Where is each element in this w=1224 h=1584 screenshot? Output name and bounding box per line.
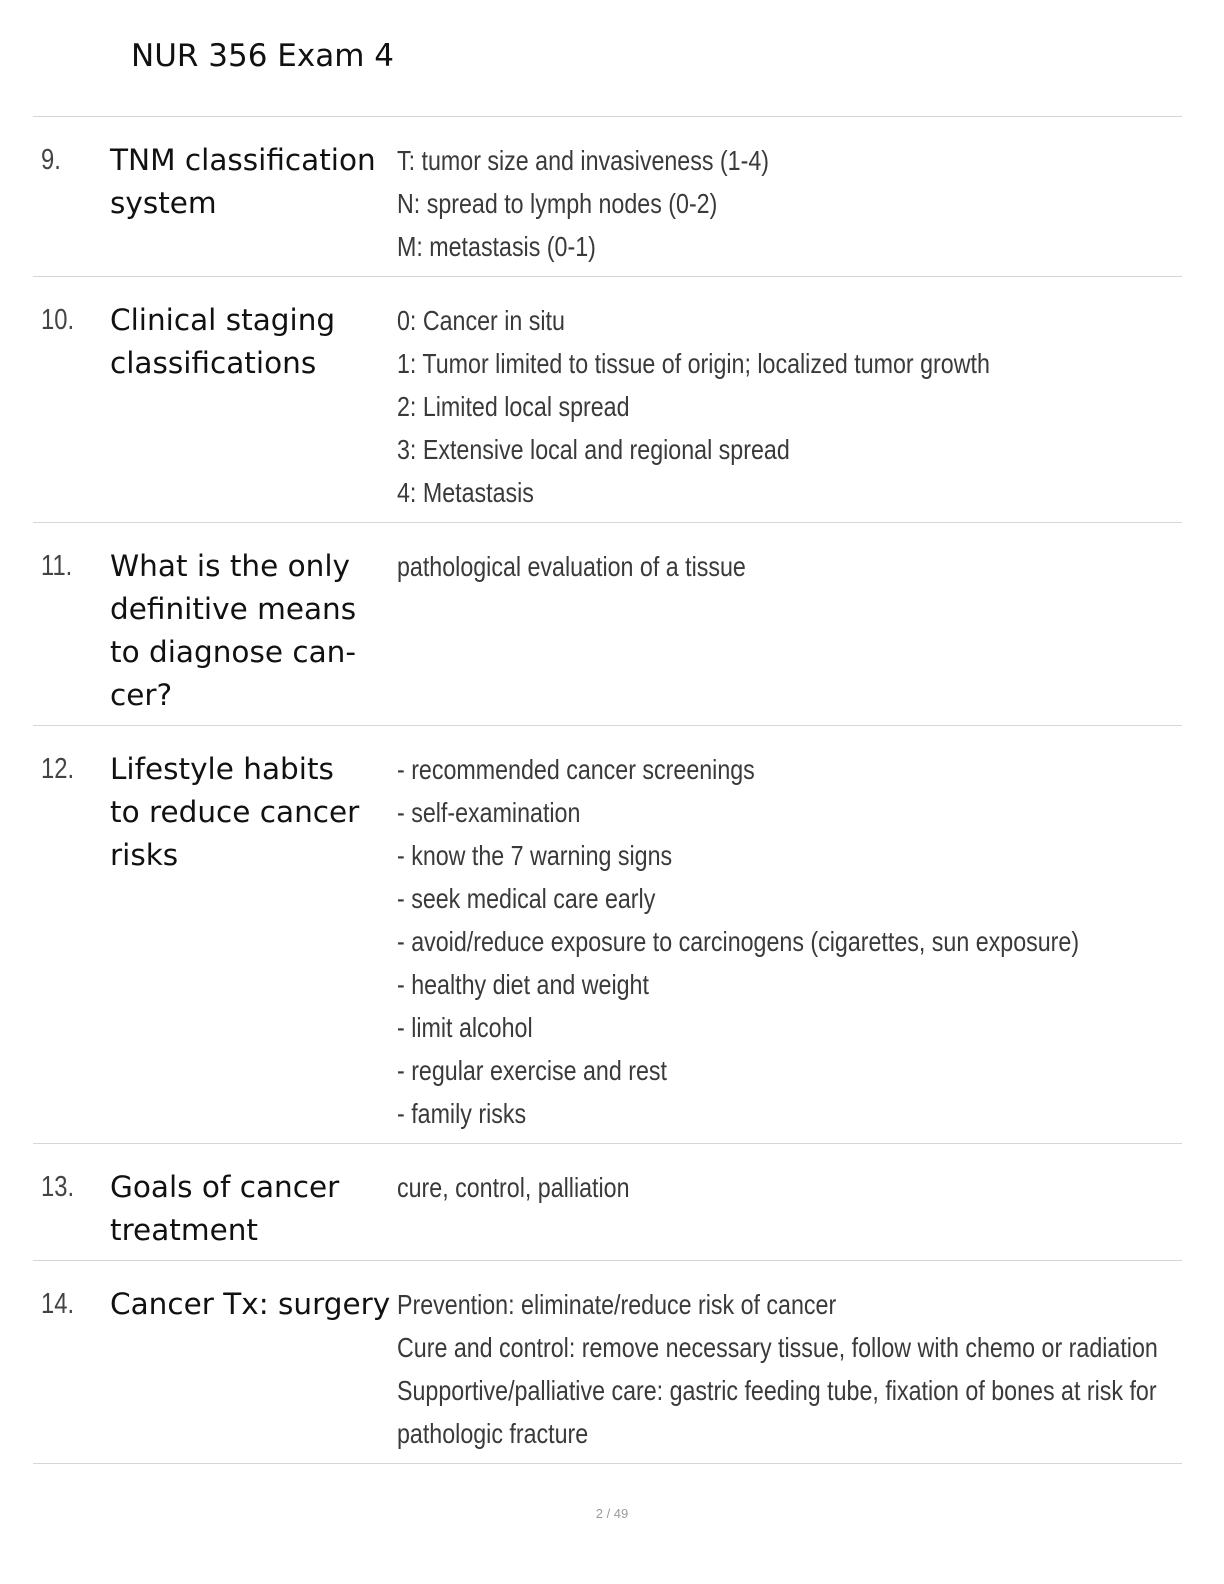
flashcard-row (33, 726, 1182, 1144)
definition-line: - family risks (397, 1098, 527, 1129)
flashcard-row (33, 277, 1182, 523)
definition-line: - healthy diet and weight (397, 969, 649, 1000)
card-term-text: TNM classification system (110, 143, 376, 220)
card-number: 13. (41, 1171, 75, 1203)
definition-line: 1: Tumor limited to tissue of origin; localized tumor growth (397, 348, 990, 379)
flashcard-row (33, 523, 1182, 726)
definition-line: - limit alcohol (397, 1012, 533, 1043)
definition-line: - seek medical care early (397, 883, 656, 914)
card-term: Clinical staging classifications (110, 303, 336, 380)
card-definition (397, 299, 1177, 514)
definition-line: Cure and control: remove necessary tissue, follow with chemo or radiation (397, 1332, 1158, 1363)
flashcard-row (33, 1261, 1182, 1464)
definition-line: 3: Extensive local and regional spread (397, 434, 790, 465)
definition-line: cure, control, palliation (397, 1172, 630, 1203)
definition-line: 0: Cancer in situ (397, 305, 565, 336)
definition-line: Prevention: eliminate/reduce risk of cancer (397, 1289, 837, 1320)
card-definition (397, 545, 1177, 588)
card-term (110, 139, 410, 225)
card-definition (397, 139, 1177, 268)
definition-line: pathological evaluation of a tissue (397, 551, 746, 582)
card-definition (397, 748, 1177, 1135)
definition-line: - recommended cancer screenings (397, 754, 755, 785)
page-indicator: 2 / 49 (595, 1506, 629, 1521)
card-term: What is the only definitive means to diagnose can-cer? (110, 549, 357, 712)
card-term: Cancer Tx: surgery (110, 1287, 391, 1321)
definition-line: - avoid/reduce exposure to carcinogens (cigarettes, sun exposure) (397, 926, 1080, 957)
flashcard-list (33, 116, 1182, 1464)
flashcard-row (33, 1144, 1182, 1261)
card-term: Goals of cancer treatment (110, 1170, 340, 1247)
card-definition (397, 1283, 1177, 1455)
definition-line: N: spread to lymph nodes (0-2) (397, 188, 718, 219)
definition-line: Supportive/palliative care: gastric feeding tube, fixation of bones at risk for (397, 1375, 1157, 1406)
definition-line: M: metastasis (0-1) (397, 231, 596, 262)
definition-line: - know the 7 warning signs (397, 840, 673, 871)
definition-line: - regular exercise and rest (397, 1055, 667, 1086)
card-number: 10. (41, 304, 75, 336)
definition-line: 4: Metastasis (397, 477, 534, 508)
card-term: Lifestyle habits to reduce cancer risks (110, 752, 360, 872)
document-title: NUR 356 Exam 4 (131, 38, 395, 74)
card-number: 12. (41, 753, 75, 785)
card-number: 11. (41, 550, 73, 582)
definition-line: 2: Limited local spread (397, 391, 630, 422)
card-number: 14. (41, 1288, 75, 1320)
card-definition (397, 1166, 1177, 1209)
card-number: 9. (41, 144, 61, 176)
flashcard-row (33, 117, 1182, 277)
definition-line: T: tumor size and invasiveness (1-4) (397, 145, 769, 176)
definition-line: pathologic fracture (397, 1418, 589, 1449)
definition-line: - self-examination (397, 797, 581, 828)
